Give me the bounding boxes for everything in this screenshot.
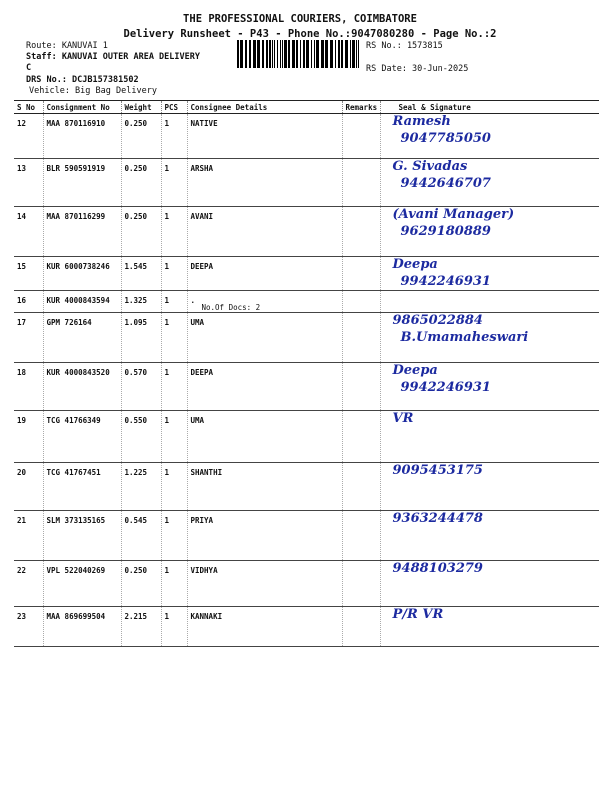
handwritten-signature: VR — [392, 411, 414, 426]
cell-consignment-text: MAA 870116910 — [46, 119, 106, 128]
cell-sno-text: 18 — [17, 368, 27, 377]
table-row — [14, 159, 599, 207]
docs-count-note: No.Of Docs: 2 — [201, 303, 261, 312]
cell-consignment-text: KUR 6000738246 — [46, 262, 110, 271]
cell-sno — [14, 463, 43, 511]
cell-pcs-text: 1 — [164, 296, 170, 305]
cell-consignment-text: TCG 41766349 — [46, 416, 101, 425]
cell-consignment — [43, 511, 121, 561]
cell-pcs-text: 1 — [164, 318, 170, 327]
cell-weight — [121, 207, 161, 257]
barcode-bar — [300, 40, 301, 68]
barcode-bar — [282, 40, 283, 68]
cell-consignee-text: NATIVE — [190, 119, 218, 128]
cell-sno — [14, 159, 43, 207]
cell-consignment-text: KUR 4000843520 — [46, 368, 110, 377]
cell-sno-text: 23 — [17, 612, 27, 621]
cell-weight — [121, 313, 161, 363]
table-row — [14, 363, 599, 411]
cell-consignee — [187, 291, 342, 313]
cell-consignee — [187, 607, 342, 647]
handwritten-signature: 9442646707 — [400, 176, 491, 191]
cell-sno — [14, 411, 43, 463]
cell-pcs — [161, 257, 187, 291]
cell-signature — [380, 511, 599, 561]
cell-pcs — [161, 363, 187, 411]
cell-pcs — [161, 159, 187, 207]
cell-pcs-text: 1 — [164, 164, 170, 173]
barcode-bar — [303, 40, 305, 68]
cell-consignment — [43, 363, 121, 411]
handwritten-signature: 9629180889 — [400, 224, 491, 239]
barcode-bar — [316, 40, 319, 68]
cell-sno-text: 14 — [17, 212, 27, 221]
barcode-bar — [272, 40, 273, 68]
cell-signature — [380, 159, 599, 207]
cell-sno — [14, 291, 43, 313]
cell-consignment — [43, 411, 121, 463]
company-title: THE PROFESSIONAL COURIERS, COIMBATORE — [183, 13, 417, 25]
vehicle-label: Vehicle: Big Bag Delivery — [29, 86, 157, 96]
cell-sno — [14, 114, 43, 159]
col-consignee: Consignee Details — [187, 101, 342, 114]
cell-remarks — [342, 411, 380, 463]
cell-consignee-text: PRIYA — [190, 516, 214, 525]
cell-consignment-text: BLR 590591919 — [46, 164, 106, 173]
barcode-bar — [325, 40, 328, 68]
cell-consignment — [43, 463, 121, 511]
col-signature: Seal & Signature — [380, 101, 599, 114]
cell-remarks — [342, 114, 380, 159]
cell-remarks — [342, 207, 380, 257]
cell-pcs — [161, 511, 187, 561]
barcode-bar — [341, 40, 343, 68]
barcode-bar — [296, 40, 298, 68]
handwritten-signature: 9363244478 — [392, 511, 483, 526]
handwritten-signature: 9047785050 — [400, 131, 491, 146]
cell-consignment — [43, 291, 121, 313]
barcode-bar — [249, 40, 251, 68]
cell-consignment-text: GPM 726164 — [46, 318, 92, 327]
handwritten-signature: 9942246931 — [400, 380, 491, 395]
barcode-bar — [253, 40, 256, 68]
handwritten-signature: 9942246931 — [400, 274, 491, 289]
rs-number: RS No.: 1573815 — [366, 41, 443, 51]
barcode-bar — [245, 40, 247, 68]
cell-weight — [121, 463, 161, 511]
cell-sno-text: 17 — [17, 318, 27, 327]
cell-pcs — [161, 411, 187, 463]
cell-weight-text: 0.250 — [124, 212, 148, 221]
cell-consignee — [187, 511, 342, 561]
cell-consignment-text: SLM 373135165 — [46, 516, 106, 525]
table-row — [14, 257, 599, 291]
col-sno: S No — [14, 101, 43, 114]
cell-weight-text: 0.250 — [124, 566, 148, 575]
cell-weight — [121, 411, 161, 463]
cell-weight — [121, 257, 161, 291]
cell-remarks — [342, 313, 380, 363]
barcode-bar — [257, 40, 260, 68]
cell-sno — [14, 607, 43, 647]
cell-sno — [14, 511, 43, 561]
cell-consignment — [43, 313, 121, 363]
cell-pcs — [161, 607, 187, 647]
handwritten-signature: Deepa — [392, 363, 438, 378]
cell-pcs-text: 1 — [164, 416, 170, 425]
cell-pcs-text: 1 — [164, 119, 170, 128]
barcode-bar — [288, 40, 290, 68]
cell-weight — [121, 511, 161, 561]
barcode-bar — [269, 40, 271, 68]
cell-sno — [14, 313, 43, 363]
handwritten-signature: G. Sivadas — [392, 159, 468, 174]
barcode-bar — [274, 40, 275, 68]
barcode-bar — [352, 40, 355, 68]
cell-sno-text: 12 — [17, 119, 27, 128]
cell-sno — [14, 207, 43, 257]
cell-consignment — [43, 159, 121, 207]
handwritten-signature: P/R VR — [392, 607, 444, 622]
cell-weight — [121, 114, 161, 159]
cell-signature — [380, 313, 599, 363]
cell-weight — [121, 291, 161, 313]
barcode-bar — [292, 40, 295, 68]
table-row — [14, 114, 599, 159]
route-label: Route: KANUVAI 1 — [26, 41, 108, 51]
cell-consignee-text: DEEPA — [190, 368, 214, 377]
barcode-bar — [321, 40, 324, 68]
table-row — [14, 511, 599, 561]
cell-pcs — [161, 207, 187, 257]
barcode-image — [237, 40, 359, 68]
cell-sno-text: 15 — [17, 262, 27, 271]
barcode-bar — [306, 40, 309, 68]
cell-weight — [121, 159, 161, 207]
cell-consignment-text: MAA 869699504 — [46, 612, 106, 621]
barcode-bar — [345, 40, 348, 68]
cell-signature — [380, 607, 599, 647]
runsheet-table — [14, 100, 599, 647]
barcode-bar — [314, 40, 315, 68]
cell-consignment-text: TCG 41767451 — [46, 468, 101, 477]
cell-consignee — [187, 159, 342, 207]
cell-consignee — [187, 411, 342, 463]
cell-sno — [14, 257, 43, 291]
barcode-bar — [330, 40, 333, 68]
cell-sno-text: 16 — [17, 296, 27, 305]
cell-consignment-text: KUR 4000843594 — [46, 296, 110, 305]
cell-remarks — [342, 291, 380, 313]
handwritten-signature: Deepa — [392, 257, 438, 272]
drs-number: DRS No.: DCJB157381502 — [26, 75, 139, 85]
handwritten-signature: B.Umamaheswari — [400, 330, 529, 345]
barcode-bar — [350, 40, 351, 68]
cell-consignment — [43, 114, 121, 159]
cell-weight — [121, 363, 161, 411]
col-remarks: Remarks — [342, 101, 380, 114]
cell-pcs — [161, 313, 187, 363]
handwritten-signature: Ramesh — [392, 114, 451, 129]
barcode-bar — [240, 40, 243, 68]
staff-label-cont: C — [26, 63, 32, 73]
cell-pcs-text: 1 — [164, 566, 170, 575]
cell-pcs-text: 1 — [164, 262, 170, 271]
table-row — [14, 207, 599, 257]
barcode-bar — [338, 40, 340, 68]
cell-signature — [380, 363, 599, 411]
barcode-bar — [237, 40, 239, 68]
cell-signature — [380, 411, 599, 463]
cell-weight-text: 1.095 — [124, 318, 148, 327]
cell-consignee-text: AVANI — [190, 212, 214, 221]
rs-date: RS Date: 30-Jun-2025 — [366, 64, 469, 74]
cell-weight — [121, 607, 161, 647]
cell-consignee-text: UMA — [190, 416, 205, 425]
cell-signature — [380, 463, 599, 511]
cell-weight-text: 1.325 — [124, 296, 148, 305]
table-row — [14, 607, 599, 647]
cell-weight — [121, 561, 161, 607]
cell-signature — [380, 114, 599, 159]
cell-sno-text: 13 — [17, 164, 27, 173]
table-row — [14, 411, 599, 463]
cell-weight-text: 0.250 — [124, 119, 148, 128]
cell-sno-text: 19 — [17, 416, 27, 425]
handwritten-signature: 9865022884 — [392, 313, 483, 328]
cell-consignee-text: DEEPA — [190, 262, 214, 271]
cell-consignee — [187, 463, 342, 511]
cell-signature — [380, 561, 599, 607]
cell-consignee — [187, 114, 342, 159]
cell-consignee — [187, 561, 342, 607]
cell-pcs-text: 1 — [164, 612, 170, 621]
barcode-bar — [280, 40, 281, 68]
barcode-bar — [356, 40, 357, 68]
cell-pcs-text: 1 — [164, 212, 170, 221]
table-header-row — [14, 101, 599, 114]
cell-signature — [380, 207, 599, 257]
cell-remarks — [342, 511, 380, 561]
barcode-bar — [311, 40, 312, 68]
cell-weight-text: 0.250 — [124, 164, 148, 173]
cell-consignee — [187, 257, 342, 291]
cell-remarks — [342, 159, 380, 207]
table-row — [14, 313, 599, 363]
cell-weight-text: 0.545 — [124, 516, 148, 525]
cell-sno-text: 22 — [17, 566, 27, 575]
cell-consignee — [187, 363, 342, 411]
cell-pcs — [161, 463, 187, 511]
cell-consignee-text: SHANTHI — [190, 468, 223, 477]
cell-consignee — [187, 313, 342, 363]
barcode-bar — [284, 40, 287, 68]
table-row — [14, 291, 599, 313]
cell-consignee-text: ARSHA — [190, 164, 214, 173]
col-consignment: Consignment No — [43, 101, 121, 114]
cell-weight-text: 0.570 — [124, 368, 148, 377]
cell-consignment-text: MAA 870116299 — [46, 212, 106, 221]
cell-remarks — [342, 363, 380, 411]
cell-weight-text: 1.225 — [124, 468, 148, 477]
cell-signature — [380, 291, 599, 313]
barcode-bar — [358, 40, 359, 68]
col-weight: Weight — [121, 101, 161, 114]
cell-consignment-text: VPL 522040269 — [46, 566, 106, 575]
table-row — [14, 561, 599, 607]
barcode-bar — [335, 40, 336, 68]
table-row — [14, 463, 599, 511]
cell-consignee-text: . — [190, 296, 196, 305]
col-pcs: PCS — [161, 101, 187, 114]
cell-remarks — [342, 257, 380, 291]
cell-pcs-text: 1 — [164, 516, 170, 525]
cell-signature — [380, 257, 599, 291]
cell-pcs — [161, 114, 187, 159]
barcode-bar — [277, 40, 278, 68]
cell-weight-text: 1.545 — [124, 262, 148, 271]
cell-consignee-text: KANNAKI — [190, 612, 223, 621]
cell-pcs — [161, 291, 187, 313]
cell-remarks — [342, 561, 380, 607]
handwritten-signature: (Avani Manager) — [392, 207, 515, 222]
cell-weight-text: 2.215 — [124, 612, 148, 621]
cell-sno-text: 20 — [17, 468, 27, 477]
staff-label: Staff: KANUVAI OUTER AREA DELIVERY — [26, 52, 200, 62]
cell-consignment — [43, 207, 121, 257]
cell-remarks — [342, 607, 380, 647]
cell-pcs — [161, 561, 187, 607]
cell-consignee-text: UMA — [190, 318, 205, 327]
cell-consignee-text: VIDHYA — [190, 566, 218, 575]
cell-sno-text: 21 — [17, 516, 27, 525]
cell-sno — [14, 363, 43, 411]
runsheet-subtitle: Delivery Runsheet - P43 - Phone No.:9047080280 - Page No.:2 — [123, 28, 497, 40]
cell-sno — [14, 561, 43, 607]
barcode-bar — [266, 40, 268, 68]
cell-consignment — [43, 561, 121, 607]
cell-weight-text: 0.550 — [124, 416, 148, 425]
cell-pcs-text: 1 — [164, 368, 170, 377]
cell-pcs-text: 1 — [164, 468, 170, 477]
cell-consignee — [187, 207, 342, 257]
cell-remarks — [342, 463, 380, 511]
barcode-bar — [262, 40, 264, 68]
handwritten-signature: 9488103279 — [392, 561, 483, 576]
cell-consignment — [43, 607, 121, 647]
cell-consignment — [43, 257, 121, 291]
handwritten-signature: 9095453175 — [392, 463, 483, 478]
